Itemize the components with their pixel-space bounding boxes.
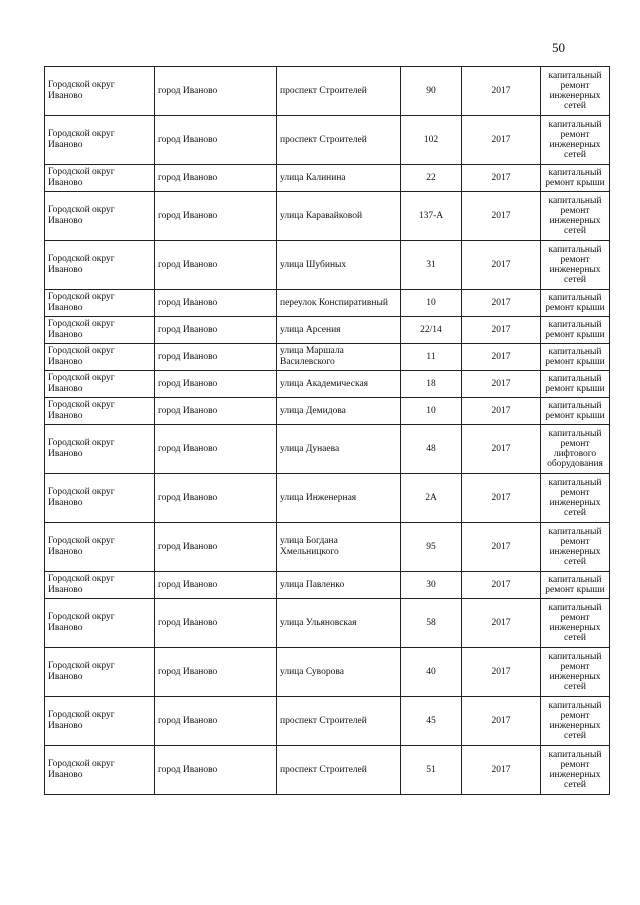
year-cell: 2017 — [462, 572, 541, 599]
city-cell: город Иваново — [155, 648, 277, 697]
street-cell: проспект Строителей — [277, 67, 401, 116]
year-cell: 2017 — [462, 165, 541, 192]
street-cell: проспект Строителей — [277, 116, 401, 165]
house-cell: 102 — [401, 116, 462, 165]
city-cell: город Иваново — [155, 599, 277, 648]
work-type-cell: капитальный ремонт крыши — [541, 344, 610, 371]
year-cell: 2017 — [462, 317, 541, 344]
house-cell: 137-А — [401, 192, 462, 241]
street-cell: улица Маршала Василевского — [277, 344, 401, 371]
district-cell: Городской округ Иваново — [45, 398, 155, 425]
city-cell: город Иваново — [155, 192, 277, 241]
table-row — [45, 425, 610, 474]
district-cell: Городской округ Иваново — [45, 192, 155, 241]
work-type-cell: капитальный ремонт инженерных сетей — [541, 192, 610, 241]
year-cell: 2017 — [462, 241, 541, 290]
table-row — [45, 572, 610, 599]
year-cell: 2017 — [462, 599, 541, 648]
page-number: 50 — [552, 40, 565, 55]
house-cell: 58 — [401, 599, 462, 648]
district-cell: Городской округ Иваново — [45, 599, 155, 648]
repair-registry-table — [44, 66, 610, 795]
year-cell: 2017 — [462, 371, 541, 398]
table-row — [45, 241, 610, 290]
street-cell: улица Богдана Хмельницкого — [277, 523, 401, 572]
street-cell: улица Суворова — [277, 648, 401, 697]
city-cell: город Иваново — [155, 746, 277, 795]
year-cell: 2017 — [462, 746, 541, 795]
city-cell: город Иваново — [155, 241, 277, 290]
table-row — [45, 116, 610, 165]
district-cell: Городской округ Иваново — [45, 474, 155, 523]
house-cell: 11 — [401, 344, 462, 371]
district-cell: Городской округ Иваново — [45, 317, 155, 344]
street-cell: улица Инженерная — [277, 474, 401, 523]
work-type-cell: капитальный ремонт инженерных сетей — [541, 241, 610, 290]
street-cell: переулок Конспиративный — [277, 290, 401, 317]
work-type-cell: капитальный ремонт инженерных сетей — [541, 474, 610, 523]
city-cell: город Иваново — [155, 398, 277, 425]
street-cell: улица Каравайковой — [277, 192, 401, 241]
street-cell: улица Павленко — [277, 572, 401, 599]
work-type-cell: капитальный ремонт инженерных сетей — [541, 67, 610, 116]
year-cell: 2017 — [462, 67, 541, 116]
city-cell: город Иваново — [155, 572, 277, 599]
work-type-cell: капитальный ремонт крыши — [541, 398, 610, 425]
table-row — [45, 746, 610, 795]
house-cell: 30 — [401, 572, 462, 599]
house-cell: 40 — [401, 648, 462, 697]
work-type-cell: капитальный ремонт инженерных сетей — [541, 697, 610, 746]
street-cell: улица Ульяновская — [277, 599, 401, 648]
house-cell: 48 — [401, 425, 462, 474]
table-row — [45, 474, 610, 523]
year-cell: 2017 — [462, 425, 541, 474]
street-cell: улица Арсения — [277, 317, 401, 344]
table-row — [45, 599, 610, 648]
district-cell: Городской округ Иваново — [45, 165, 155, 192]
table-row — [45, 398, 610, 425]
city-cell: город Иваново — [155, 116, 277, 165]
table-row — [45, 192, 610, 241]
house-cell: 18 — [401, 371, 462, 398]
district-cell: Городской округ Иваново — [45, 67, 155, 116]
house-cell: 95 — [401, 523, 462, 572]
table-row — [45, 648, 610, 697]
year-cell: 2017 — [462, 697, 541, 746]
district-cell: Городской округ Иваново — [45, 241, 155, 290]
district-cell: Городской округ Иваново — [45, 746, 155, 795]
table-row — [45, 697, 610, 746]
work-type-cell: капитальный ремонт инженерных сетей — [541, 648, 610, 697]
city-cell: город Иваново — [155, 67, 277, 116]
work-type-cell: капитальный ремонт крыши — [541, 290, 610, 317]
year-cell: 2017 — [462, 523, 541, 572]
work-type-cell: капитальный ремонт крыши — [541, 572, 610, 599]
work-type-cell: капитальный ремонт инженерных сетей — [541, 746, 610, 795]
district-cell: Городской округ Иваново — [45, 425, 155, 474]
work-type-cell: капитальный ремонт крыши — [541, 317, 610, 344]
table-row — [45, 67, 610, 116]
street-cell: улица Калинина — [277, 165, 401, 192]
year-cell: 2017 — [462, 398, 541, 425]
city-cell: город Иваново — [155, 165, 277, 192]
city-cell: город Иваново — [155, 290, 277, 317]
work-type-cell: капитальный ремонт инженерных сетей — [541, 523, 610, 572]
district-cell: Городской округ Иваново — [45, 290, 155, 317]
year-cell: 2017 — [462, 344, 541, 371]
house-cell: 51 — [401, 746, 462, 795]
house-cell: 31 — [401, 241, 462, 290]
house-cell: 90 — [401, 67, 462, 116]
table-row — [45, 317, 610, 344]
city-cell: город Иваново — [155, 697, 277, 746]
table-row — [45, 344, 610, 371]
district-cell: Городской округ Иваново — [45, 697, 155, 746]
year-cell: 2017 — [462, 116, 541, 165]
street-cell: проспект Строителей — [277, 746, 401, 795]
table-row — [45, 165, 610, 192]
street-cell: улица Демидова — [277, 398, 401, 425]
city-cell: город Иваново — [155, 474, 277, 523]
city-cell: город Иваново — [155, 425, 277, 474]
house-cell: 2А — [401, 474, 462, 523]
house-cell: 22 — [401, 165, 462, 192]
year-cell: 2017 — [462, 290, 541, 317]
district-cell: Городской округ Иваново — [45, 344, 155, 371]
table-row — [45, 371, 610, 398]
table-body — [45, 67, 610, 795]
table-row — [45, 290, 610, 317]
work-type-cell: капитальный ремонт инженерных сетей — [541, 116, 610, 165]
district-cell: Городской округ Иваново — [45, 572, 155, 599]
table-row — [45, 523, 610, 572]
city-cell: город Иваново — [155, 317, 277, 344]
street-cell: улица Дунаева — [277, 425, 401, 474]
house-cell: 45 — [401, 697, 462, 746]
street-cell: улица Академическая — [277, 371, 401, 398]
work-type-cell: капитальный ремонт крыши — [541, 165, 610, 192]
district-cell: Городской округ Иваново — [45, 371, 155, 398]
house-cell: 10 — [401, 290, 462, 317]
street-cell: улица Шубиных — [277, 241, 401, 290]
year-cell: 2017 — [462, 474, 541, 523]
work-type-cell: капитальный ремонт лифтового оборудования — [541, 425, 610, 474]
work-type-cell: капитальный ремонт крыши — [541, 371, 610, 398]
district-cell: Городской округ Иваново — [45, 523, 155, 572]
house-cell: 22/14 — [401, 317, 462, 344]
year-cell: 2017 — [462, 192, 541, 241]
city-cell: город Иваново — [155, 523, 277, 572]
district-cell: Городской округ Иваново — [45, 648, 155, 697]
city-cell: город Иваново — [155, 371, 277, 398]
district-cell: Городской округ Иваново — [45, 116, 155, 165]
city-cell: город Иваново — [155, 344, 277, 371]
work-type-cell: капитальный ремонт инженерных сетей — [541, 599, 610, 648]
street-cell: проспект Строителей — [277, 697, 401, 746]
house-cell: 10 — [401, 398, 462, 425]
year-cell: 2017 — [462, 648, 541, 697]
